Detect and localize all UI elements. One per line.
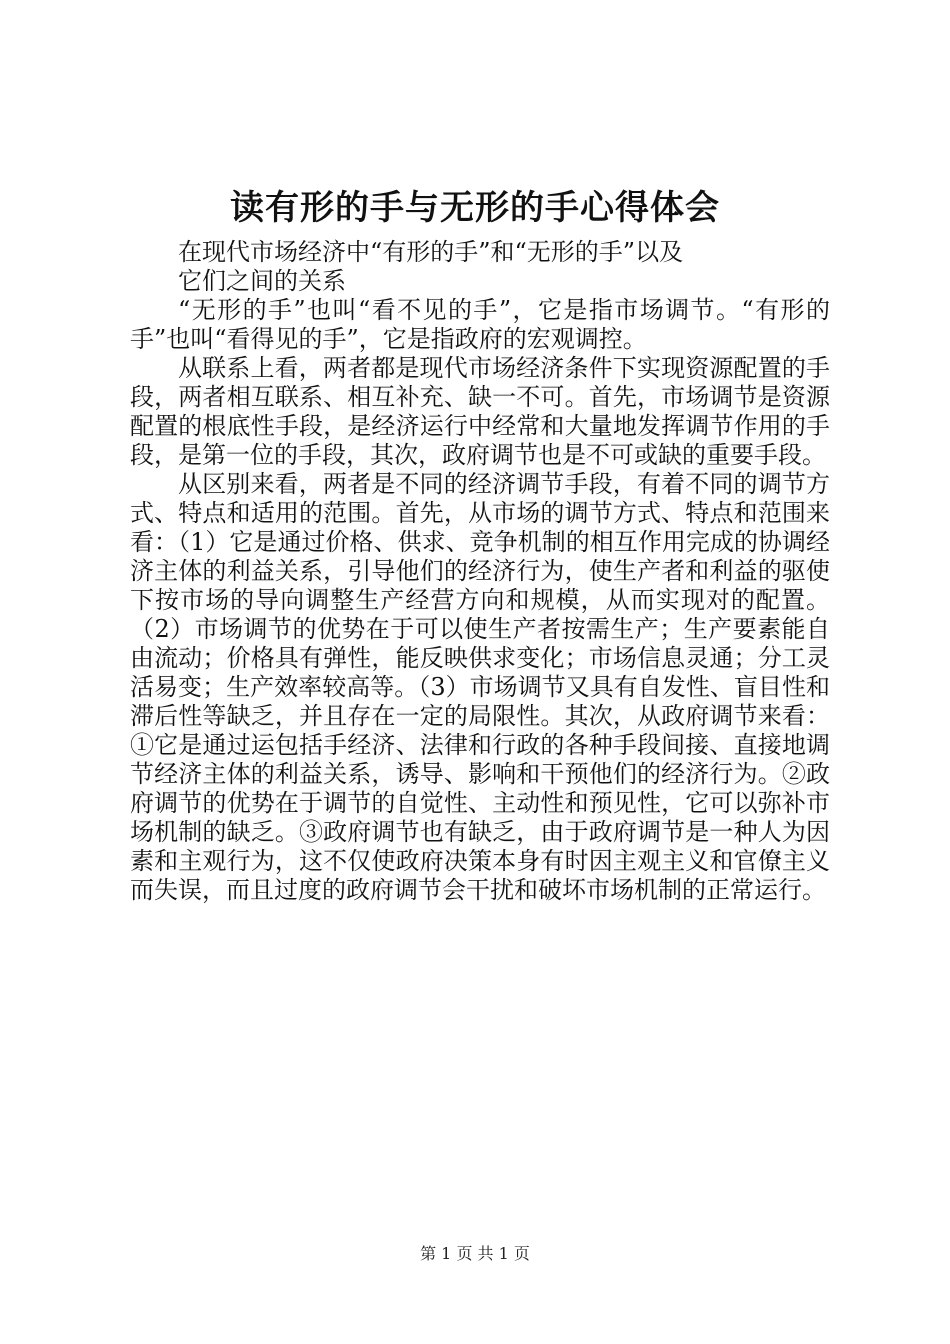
document-title: 读有形的手与无形的手心得体会 xyxy=(230,188,720,228)
document-subtitle: 在现代市场经济中“有形的手”和“无形的手”以及 它们之间的关系 xyxy=(178,238,684,295)
page-number-footer: 第 1 页 共 1 页 xyxy=(420,1244,530,1263)
paragraph-definition: “无形的手”也叫“看不见的手”，它是指市场调节。“有形的手”也叫“看得见的手”，它是指政府的宏观调控。 xyxy=(130,296,830,353)
document-body xyxy=(130,238,830,905)
paragraph-difference: 从区别来看，两者是不同的经济调节手段，有着不同的调节方式、特点和适用的范围。首先，从市场的调节方式、特点和范围来看：（1）它是通过价格、供求、竞争机制的相互作用完成的协调经济主体的利益关系，引导他们的经济行为，使生产者和利益的驱使下按市场的导向调整生产经营方向和规模，从而实现对的配置。（2）市场调节的优势在于可以使生产者按需生产；生产要素能自由流动；价格具有弹性，能反映供求变化；市场信息灵通；分工灵活易变；生产效率较高等。（3）市场调节又具有自发性、盲目性和滞后性等缺乏，并且存在一定的局限性。其次，从政府调节来看：①它是通过运包括手经济、法律和行政的各种手段间接、直接地调节经济主体的利益关系，诱导、影响和干预他们的经济行为。②政府调节的优势在于调节的自觉性、主动性和预见性，它可以弥补市场机制的缺乏。③政府调节也有缺乏，由于政府调节是一种人为因素和主观行为，这不仅使政府决策本身有时因主观主义和官僚主义而失误，而且过度的政府调节会干扰和破坏市场机制的正常运行。 xyxy=(130,470,830,904)
paragraph-connection: 从联系上看，两者都是现代市场经济条件下实现资源配置的手段，两者相互联系、相互补充、缺一不可。首先，市场调节是资源配置的根底性手段，是经济运行中经常和大量地发挥调节作用的手段，是第一位的手段，其次，政府调节也是不可或缺的重要手段。 xyxy=(130,354,830,469)
